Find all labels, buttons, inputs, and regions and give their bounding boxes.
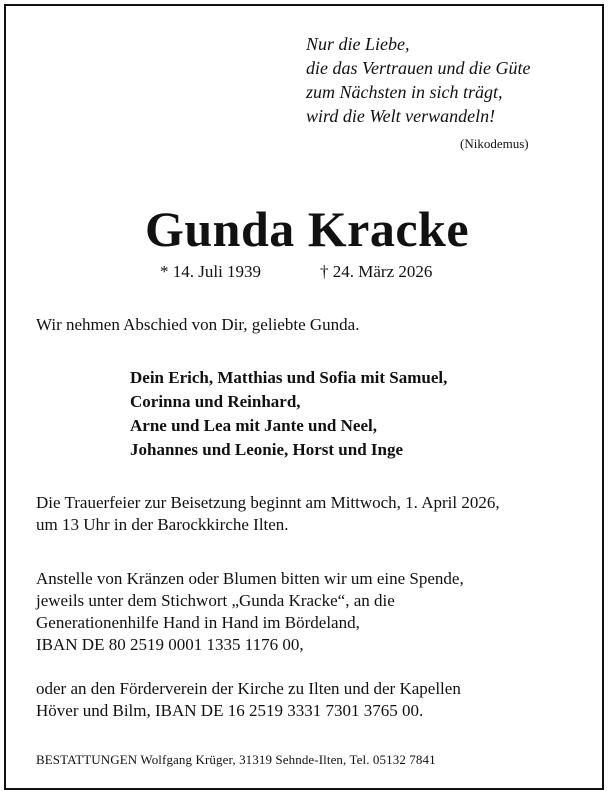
birth-date: * 14. Juli 1939 [160,262,262,281]
poem-line: Nur die Liebe, [306,34,410,54]
ceremony-text [36,492,500,536]
farewell-text: Wir nehmen Abschied von Dir, geliebte Gunda. [36,315,360,334]
family-list [130,366,447,462]
donation-line: Höver und Bilm, IBAN DE 16 2519 3331 7301 3765 00. [36,701,424,720]
donation-text [36,568,464,656]
ceremony-line: um 13 Uhr in der Barockkirche Ilten. [36,515,289,534]
ceremony-line: Die Trauerfeier zur Beisetzung beginnt am Mittwoch, 1. April 2026, [36,493,500,512]
poem-line: zum Nächsten in sich trägt, [306,82,503,102]
family-line: Corinna und Reinhard, [130,392,301,411]
deceased-name: Gunda Kracke [144,201,470,257]
poem-line: die das Vertrauen und die Güte [306,58,531,78]
family-line: Johannes und Leonie, Horst und Inge [130,440,404,459]
donation-line: jeweils unter dem Stichwort „Gunda Kracke“, an die [36,591,395,610]
donation-text-2 [36,678,461,722]
donation-line: IBAN DE 80 2519 0001 1335 1176 00, [36,635,304,654]
poem [306,32,530,128]
poem-line: wird die Welt verwandeln! [306,106,496,126]
family-line: Arne und Lea mit Jante und Neel, [130,416,377,435]
donation-line: oder an den Förderverein der Kirche zu Ilten und der Kapellen [36,679,461,698]
poem-author: (Nikodemus) [460,136,529,151]
donation-line: Anstelle von Kränzen oder Blumen bitten wir um eine Spende, [36,569,464,588]
donation-line: Generationenhilfe Hand in Hand im Bördeland, [36,613,360,632]
funeral-home: BESTATTUNGEN Wolfgang Krüger, 31319 Sehnde-Ilten, Tel. 05132 7841 [36,752,436,767]
family-line: Dein Erich, Matthias und Sofia mit Samuel, [130,368,448,387]
death-date: † 24. März 2026 [320,262,433,281]
